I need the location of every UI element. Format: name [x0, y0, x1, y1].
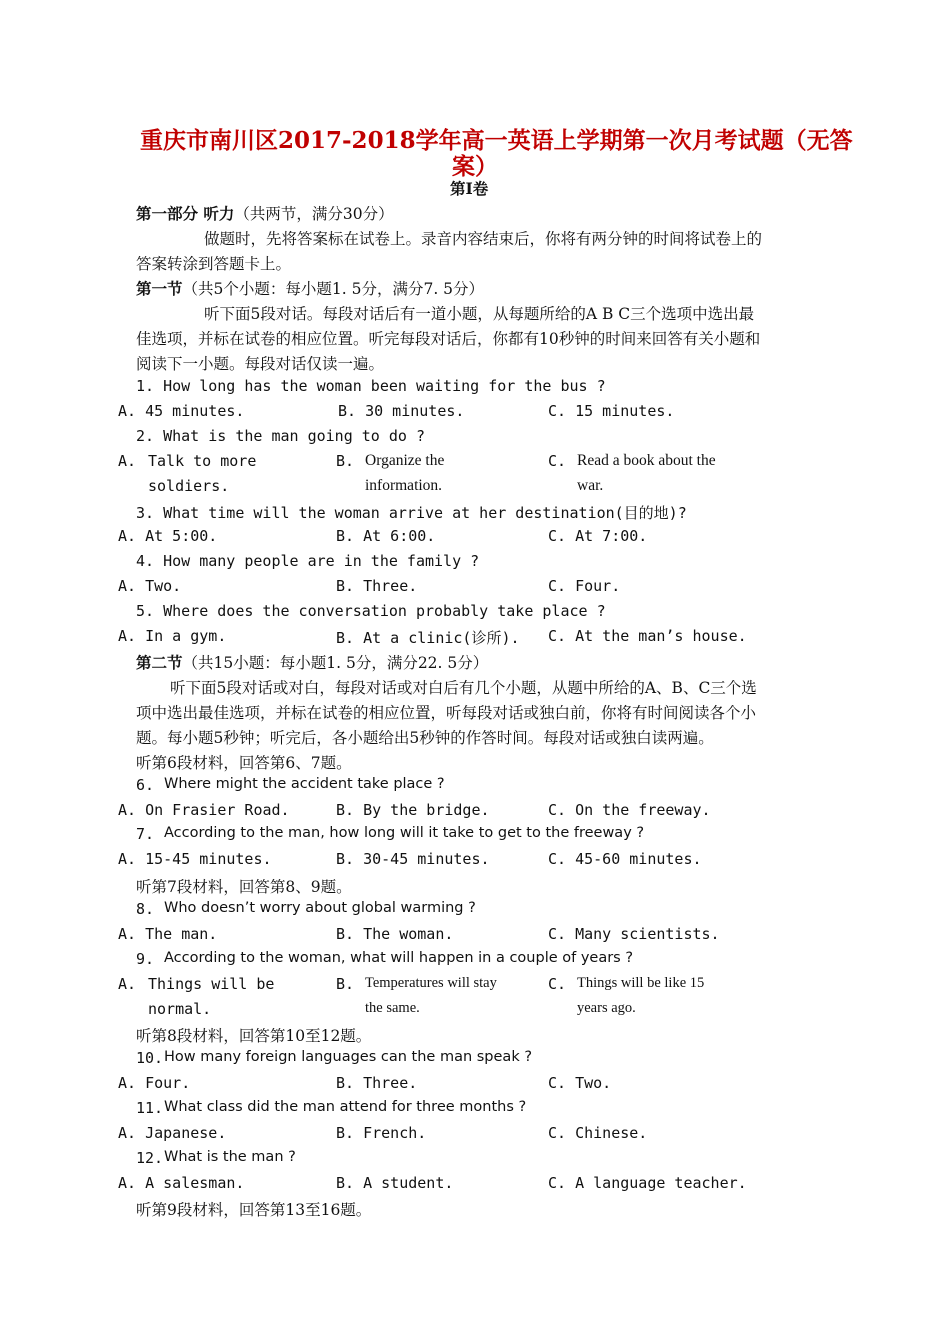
material-8-note: 听第8段材料，回答第10至12题。: [136, 1027, 372, 1045]
q9-option-a-letter: A.: [118, 975, 137, 993]
q6-number: 6.: [136, 776, 155, 794]
part1-heading: [136, 202, 394, 224]
q11-option-a: A. Japanese.: [118, 1124, 227, 1142]
q6-option-a: A. On Frasier Road.: [118, 801, 290, 819]
q4-option-b: B. Three.: [336, 577, 418, 595]
q7-option-c: C. 45-60 minutes.: [548, 850, 702, 868]
section1-instruction-2: 佳选项，并标在试卷的相应位置。听完每段对话后，你都有10秒钟的时间来回答有关小题和: [136, 330, 761, 348]
q10-option-a: A. Four.: [118, 1074, 191, 1092]
q2-option-a-letter: A.: [118, 452, 137, 470]
q2-option-c-line1: Read a book about the: [577, 452, 716, 469]
question-4: 4. How many people are in the family ?: [136, 552, 480, 570]
q2-option-a-line2: soldiers.: [148, 477, 230, 495]
material-7-note: 听第7段材料，回答第8、9题。: [136, 878, 352, 896]
section2-title: 第二节: [136, 653, 183, 672]
part1-instruction-1: 做题时，先将答案标在试卷上。录音内容结束后，你将有两分钟的时间将试卷上的: [204, 230, 763, 248]
question-6: Where might the accident take place ?: [164, 776, 445, 792]
q2-option-b-line1: Organize the: [365, 452, 445, 469]
section2-instruction-1: 听下面5段对话或对白，每段对话或对白后有几个小题，从题中所给的A、B、C三个选: [170, 679, 757, 697]
question-7: According to the man, how long will it take to get to the freeway ?: [164, 825, 645, 841]
q9-option-c-letter: C.: [548, 975, 567, 993]
q3-option-c: C. At 7:00.: [548, 527, 648, 545]
q3-option-b: B. At 6:00.: [336, 527, 436, 545]
q7-option-b: B. 30-45 minutes.: [336, 850, 490, 868]
question-8: Who doesn’t worry about global warming ?: [164, 900, 476, 916]
q9-option-b-letter: B.: [336, 975, 355, 993]
page-title-line1: 重庆市南川区2017-2018学年高一英语上学期第一次月考试题（无答: [140, 127, 853, 154]
q10-number: 10.: [136, 1049, 164, 1067]
q1-option-a: A. 45 minutes.: [118, 402, 245, 420]
q12-option-a: A. A salesman.: [118, 1174, 245, 1192]
q12-number: 12.: [136, 1149, 164, 1167]
question-12: What is the man ?: [164, 1149, 296, 1165]
material-6-note: 听第6段材料，回答第6、7题。: [136, 754, 352, 772]
q9-number: 9.: [136, 950, 155, 968]
q12-option-c: C. A language teacher.: [548, 1174, 747, 1192]
q11-option-c: C. Chinese.: [548, 1124, 648, 1142]
q9-option-c-line2: years ago.: [577, 1000, 636, 1016]
volume-label: 第Ⅰ卷: [450, 179, 489, 198]
section1-heading: [136, 277, 484, 299]
q2-option-b-line2: information.: [365, 477, 443, 494]
q5-option-c: C. At the man’s house.: [548, 627, 747, 645]
question-9: According to the woman, what will happen in a couple of years ?: [164, 950, 634, 966]
q8-number: 8.: [136, 900, 155, 918]
q2-option-c-letter: C.: [548, 452, 567, 470]
q10-option-b: B. Three.: [336, 1074, 418, 1092]
q6-option-b: B. By the bridge.: [336, 801, 490, 819]
q3-option-a: A. At 5:00.: [118, 527, 218, 545]
q8-option-a: A. The man.: [118, 925, 218, 943]
q7-number: 7.: [136, 825, 155, 843]
q1-option-c: C. 15 minutes.: [548, 402, 675, 420]
q9-option-b-line1: Temperatures will stay: [365, 975, 497, 991]
section2-heading: [136, 651, 488, 673]
q11-option-b: B. French.: [336, 1124, 427, 1142]
section1-instruction-3: 阅读下一小题。每段对话仅读一遍。: [136, 355, 385, 373]
q4-option-c: C. Four.: [548, 577, 621, 595]
q9-option-a-line1: Things will be: [148, 975, 275, 993]
question-3: 3. What time will the woman arrive at her destination(目的地)?: [136, 504, 687, 522]
section1-title: 第一节: [136, 279, 183, 298]
section2-instruction-2: 项中选出最佳选项，并标在试卷的相应位置，听每段对话或独白前，你将有时间阅读各个小: [136, 704, 757, 722]
q5-option-b: B. At a clinic(诊所).: [336, 629, 520, 647]
question-5: 5. Where does the conversation probably take place ?: [136, 602, 606, 620]
question-11: What class did the man attend for three months ?: [164, 1099, 527, 1115]
q8-option-c: C. Many scientists.: [548, 925, 720, 943]
q2-option-c-line2: war.: [577, 477, 604, 494]
q11-number: 11.: [136, 1099, 164, 1117]
part1-instruction-2: 答案转涂到答题卡上。: [136, 255, 292, 273]
q9-option-c-line1: Things will be like 15: [577, 975, 705, 991]
section2-instruction-3: 题。每小题5秒钟；听完后，各小题给出5秒钟的作答时间。每段对话或独白读两遍。: [136, 729, 714, 747]
q10-option-c: C. Two.: [548, 1074, 612, 1092]
page-title-line2: 案）: [452, 153, 498, 180]
q6-option-c: C. On the freeway.: [548, 801, 711, 819]
section1-note: （共5个小题：每小题1. 5分，满分7. 5分）: [182, 280, 485, 298]
q8-option-b: B. The woman.: [336, 925, 454, 943]
q9-option-a-line2: normal.: [148, 1000, 212, 1018]
section1-instruction-1: 听下面5段对话。每段对话后有一道小题，从每题所给的A B C三个选项中选出最: [204, 305, 755, 323]
material-9-note: 听第9段材料，回答第13至16题。: [136, 1201, 372, 1219]
q9-option-b-line2: the same.: [365, 1000, 420, 1016]
question-10: How many foreign languages can the man speak ?: [164, 1049, 533, 1065]
question-1: 1. How long has the woman been waiting for the bus ?: [136, 377, 606, 395]
part1-note: （共两节，满分30分）: [234, 205, 394, 223]
q2-option-b-letter: B.: [336, 452, 355, 470]
q12-option-b: B. A student.: [336, 1174, 454, 1192]
q2-option-a-line1: Talk to more: [148, 452, 257, 470]
part1-title: 第一部分 听力: [136, 204, 235, 223]
q7-option-a: A. 15-45 minutes.: [118, 850, 272, 868]
question-2: 2. What is the man going to do ?: [136, 427, 425, 445]
q5-option-a: A. In a gym.: [118, 627, 227, 645]
q4-option-a: A. Two.: [118, 577, 182, 595]
section2-note: （共15小题：每小题1. 5分，满分22. 5分）: [182, 654, 489, 672]
q1-option-b: B. 30 minutes.: [338, 402, 465, 420]
